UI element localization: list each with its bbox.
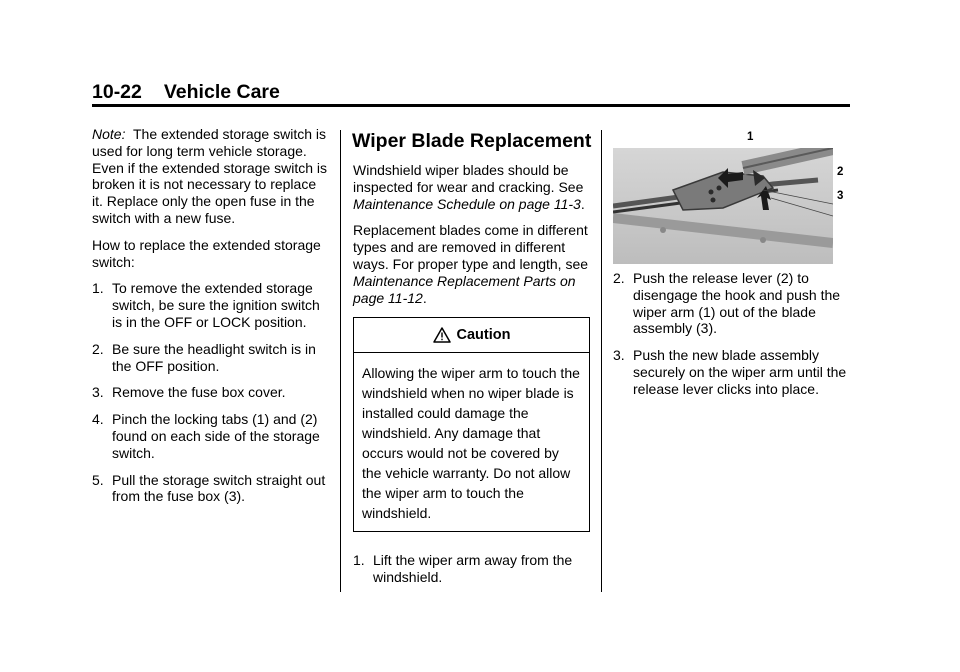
wiper-steps-continued <box>613 270 853 398</box>
period: . <box>422 289 427 306</box>
caution-title: Caution <box>456 326 511 343</box>
header-text <box>92 80 850 104</box>
wiper-blade-illustration <box>613 148 833 264</box>
page-header <box>92 80 850 104</box>
step-number: 2. <box>92 340 104 357</box>
step-number: 4. <box>92 411 104 428</box>
replacement-paragraph <box>353 222 590 306</box>
column-divider <box>601 130 602 592</box>
wiper-steps-start <box>353 552 590 586</box>
replacement-parts-link[interactable]: Maintenance Replacement Parts on page 11-12 <box>353 272 576 306</box>
step-text: Pull the storage switch straight out from the fuse box (3). <box>112 471 326 505</box>
step-text: Push the new blade assembly securely on the wiper arm until the release lever clicks into place. <box>633 347 847 397</box>
step-text: Remove the fuse box cover. <box>112 384 286 401</box>
list-item <box>92 341 328 375</box>
maintenance-schedule-link[interactable]: Maintenance Schedule on page 11-3 <box>353 195 581 212</box>
step-text: Push the release lever (2) to disengage the hook and push the wiper arm (1) out of the blade assembly (3). <box>633 270 841 337</box>
period: . <box>580 195 585 212</box>
callout-2: 2 <box>837 166 844 178</box>
section-title: Wiper Blade Replacement <box>352 130 592 152</box>
list-item <box>92 411 328 461</box>
callout-1: 1 <box>747 131 754 143</box>
wiper-figure <box>613 126 847 262</box>
note-paragraph <box>92 126 328 227</box>
list-item <box>613 347 853 397</box>
caution-header <box>354 318 589 353</box>
step-number: 5. <box>92 471 104 488</box>
step-number: 3. <box>92 384 104 401</box>
storage-switch-steps <box>92 280 328 505</box>
callout-3: 3 <box>837 190 844 202</box>
inspection-paragraph <box>353 162 590 212</box>
page-number: 10-22 <box>92 81 142 103</box>
warning-icon <box>433 327 451 343</box>
header-rule <box>92 104 850 107</box>
list-item <box>613 270 853 337</box>
caution-text: Allowing the wiper arm to touch the windshield when no wiper blade is installed could damage the windshield. Any damage that occurs would not be covered by the vehicle warranty. Do not allow the wiper arm to touch the windshield. <box>362 365 580 522</box>
section-name: Vehicle Care <box>163 81 280 103</box>
column-divider <box>340 130 341 592</box>
paragraph-text: Windshield wiper blades should be inspected for wear and cracking. See <box>353 162 584 195</box>
column-3 <box>613 126 853 408</box>
note-text: The extended storage switch is used for long term vehicle storage. Even if the extended storage switch is broken it is not necessary to replace it. Replace only the open fuse in the switch with a new fuse. <box>92 126 328 226</box>
step-text: Pinch the locking tabs (1) and (2) found on each side of the storage switch. <box>112 411 320 461</box>
column-1 <box>92 126 328 515</box>
list-item <box>353 552 590 586</box>
note-label: Note: <box>92 126 126 142</box>
paragraph-text: Replacement blades come in different types and are removed in different ways. For proper type and length, see <box>353 222 589 272</box>
column-2 <box>353 126 590 596</box>
caution-box <box>353 317 590 532</box>
step-number: 2. <box>613 270 625 286</box>
step-text: Be sure the headlight switch is in the OFF position. <box>112 340 316 374</box>
step-number: 3. <box>613 347 625 364</box>
step-text: To remove the extended storage switch, be sure the ignition switch is in the OFF or LOCK position. <box>112 280 320 330</box>
step-number: 1. <box>353 552 365 569</box>
list-item <box>92 280 328 330</box>
list-item <box>92 384 328 401</box>
step-text: Lift the wiper arm away from the windshield. <box>373 552 573 586</box>
intro-paragraph: How to replace the extended storage switch: <box>92 236 321 270</box>
step-number: 1. <box>92 280 104 297</box>
list-item <box>92 472 328 506</box>
